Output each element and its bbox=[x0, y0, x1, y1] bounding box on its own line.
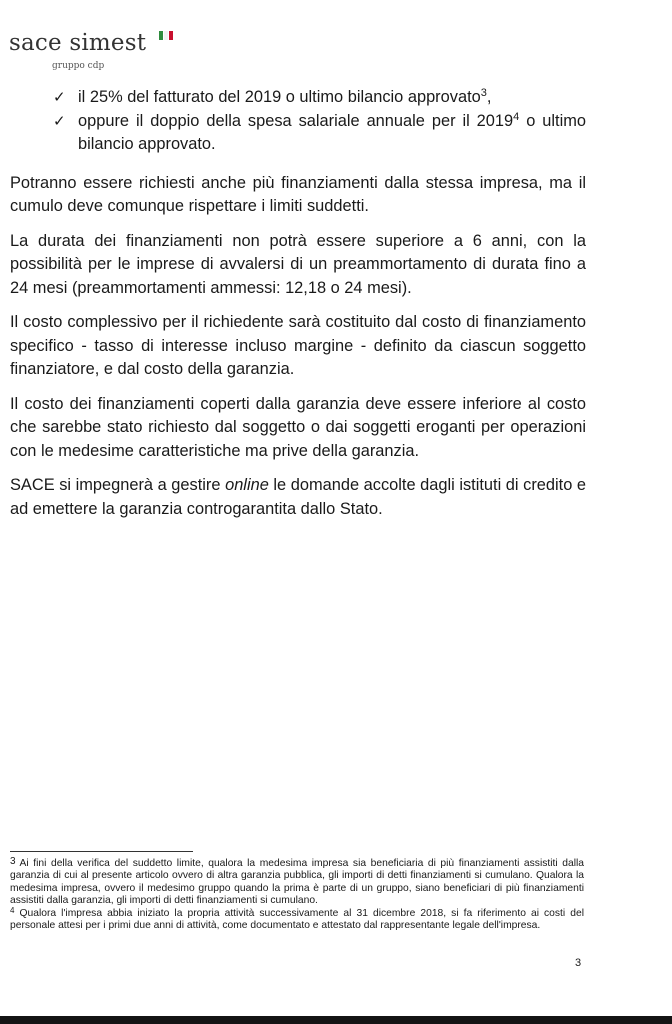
document-body bbox=[10, 86, 586, 521]
checkmark-icon: ✓ bbox=[53, 111, 66, 130]
checklist-item: ✓ oppure il doppio della spesa salariale annuale per il 2019$^4$ o ultimo bilancio approvato. bbox=[53, 110, 586, 153]
company-logo bbox=[9, 28, 147, 71]
footnotes bbox=[10, 858, 584, 932]
paragraph: SACE si impegnerà a gestire online le domande accolte dagli istituti di credito e ad emettere la garanzia controgarantita dallo Stato. bbox=[10, 476, 586, 518]
paragraph: Il costo dei finanziamenti coperti dalla garanzia deve essere inferiore al costo che sarebbe stato richiesto dal soggetto o dai soggetti eroganti per operazioni con le medesime caratteristiche ma prive della garanzia. bbox=[10, 394, 586, 460]
footnote-ref: 3 bbox=[480, 87, 487, 99]
footnote-4: $^4$ Qualora l'impresa abbia iniziato la propria attività successivamente al 31 dicembre 2018, si fa riferimento ai costi del personale attesi per i primi due anni di attività, come documentato e attestato dal rappresentante legale dell'impresa. bbox=[10, 905, 584, 932]
footnote-3: $^3$ Ai fini della verifica del suddetto limite, qualora la medesima impresa sia beneficiaria di più finanziamenti assistiti dalla garanzia di cui al presente articolo ovvero di altra garanzia pubblica, gli importi di detti finanziamenti si cumulano. Qualora la medesima impresa, ovvero il medesimo gruppo quando la prima è parte di un gruppo, siano beneficiari di più finanziamenti assistiti dalla garanzia, gli importi di detti finanziamenti si cumulano. bbox=[10, 856, 584, 907]
footnote-mark: 3 bbox=[10, 856, 16, 867]
checklist-item: ✓ il 25% del fatturato del 2019 o ultimo bilancio approvato$^3$, bbox=[35, 86, 586, 110]
paragraph: Potranno essere richiesti anche più finanziamenti dalla stessa impresa, ma il cumulo deve comunque rispettare i limiti suddetti. bbox=[10, 173, 586, 215]
italic-word: online bbox=[225, 476, 269, 494]
italian-flag-icon bbox=[159, 31, 173, 40]
paragraph: La durata dei finanziamenti non potrà essere superiore a 6 anni, con la possibilità per le imprese di avvalersi di un preammortamento di durata fino a 24 mesi (preammortamenti ammessi: 12,18 o 24 mesi). bbox=[10, 231, 586, 297]
logo-subtitle: gruppo cdp bbox=[52, 61, 105, 71]
footnote-mark: 4 bbox=[10, 905, 15, 915]
page-number: 3 bbox=[575, 957, 582, 969]
footnote-divider bbox=[10, 851, 193, 852]
checkmark-icon: ✓ bbox=[53, 88, 66, 106]
paragraph: Il costo complessivo per il richiedente sarà costituito dal costo di finanziamento specifico - tasso di interesse incluso margine - definito da ciascun soggetto finanziatore, e dal costo della garanzia. bbox=[10, 313, 586, 378]
logo-name: sace simest bbox=[9, 30, 147, 56]
footnote-ref: 4 bbox=[513, 110, 520, 123]
bottom-bar bbox=[0, 1016, 672, 1024]
